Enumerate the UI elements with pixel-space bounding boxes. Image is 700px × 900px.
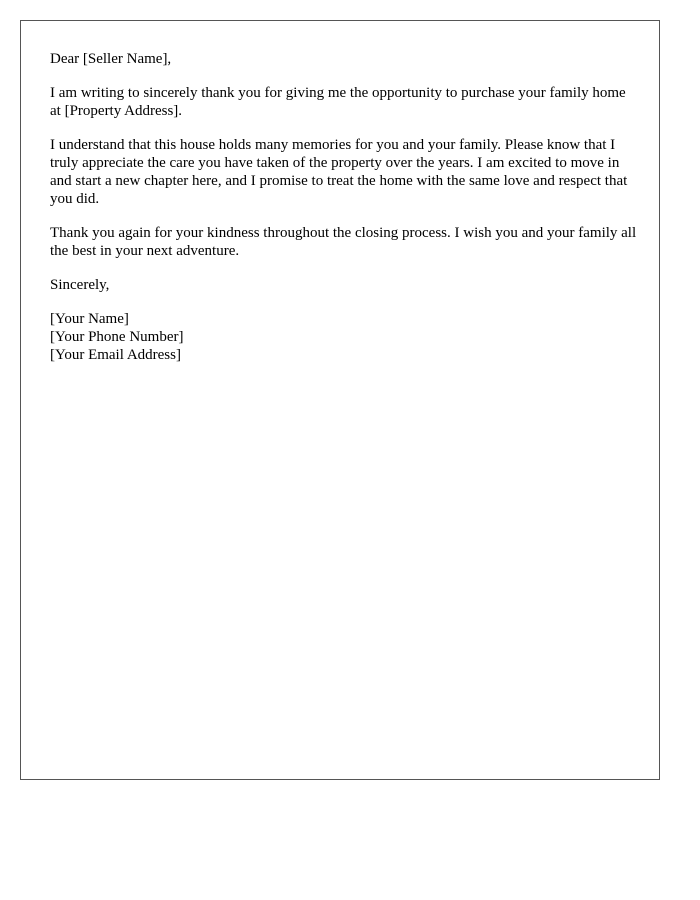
- signature-block: [50, 310, 640, 364]
- paragraph-opening: I am writing to sincerely thank you for giving me the opportunity to purchase your family home at [Property Address].: [50, 85, 626, 119]
- paragraph-closing-thanks: Thank you again for your kindness throughout the closing process. I wish you and your family all the best in your next adventure.: [50, 225, 637, 259]
- signature-name: [Your Name]: [50, 311, 129, 327]
- letter-page: [20, 20, 660, 780]
- letter-body: [50, 50, 640, 380]
- closing: Sincerely,: [50, 277, 110, 293]
- signature-phone: [Your Phone Number]: [50, 329, 184, 345]
- signature-email: [Your Email Address]: [50, 347, 181, 363]
- paragraph-appreciation: I understand that this house holds many memories for you and your family. Please know that I truly appreciate the care you have taken of the property over the years. I am excited to move in and start a new chapter here, and I promise to treat the home with the same love and respect that you did.: [50, 137, 628, 207]
- salutation: Dear [Seller Name],: [50, 51, 172, 67]
